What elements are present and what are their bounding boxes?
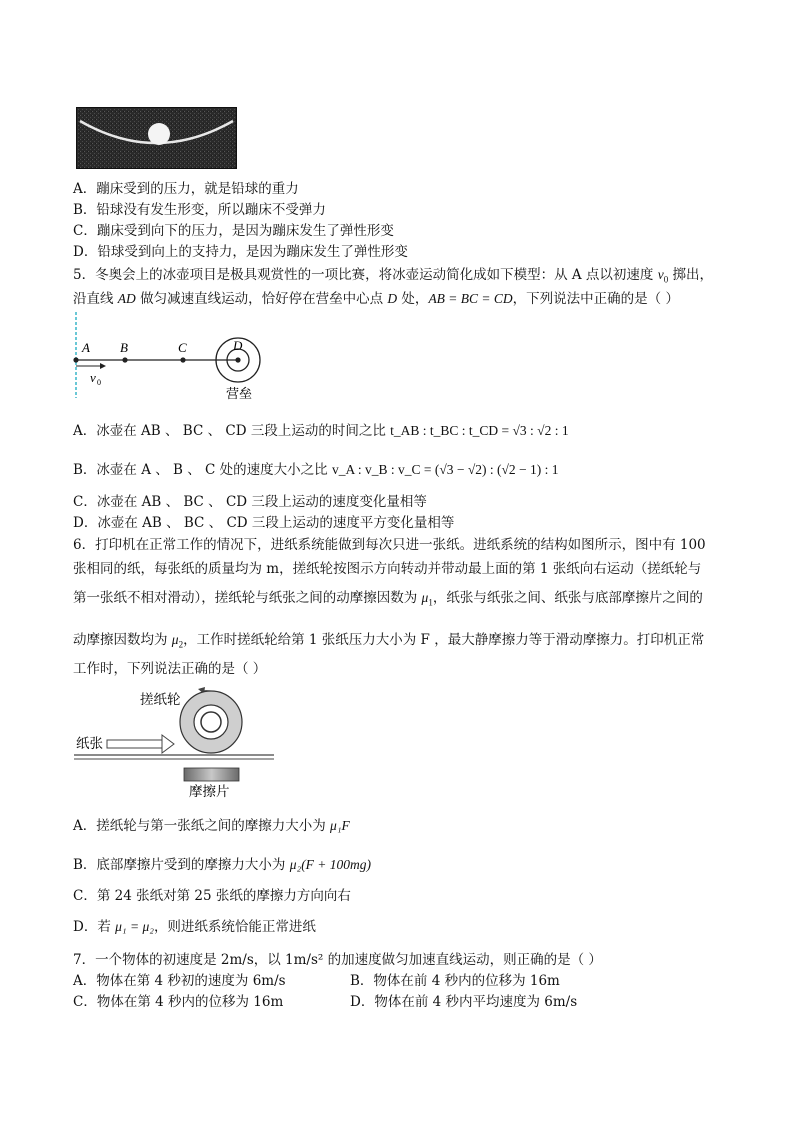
q6-stem-line4: 动摩擦因数均为 $\mu_2$，工作时搓纸轮给第 1 张纸压力大小为 F ，最大静摩擦力等于滑动摩擦力。打印机正常 [73, 632, 705, 650]
label-paper: 纸张 [76, 736, 103, 752]
q6-stem-line2: 张相同的纸，每张纸的质量均为 m，搓纸轮按图示方向转动并带动最上面的第 1 张纸向右运动（搓纸轮与 [73, 561, 702, 577]
q5-option-a: A．冰壶在 AB 、 BC 、 CD 三段上运动的时间之比 t_AB : t_BC : t_CD = √3 : √2 : 1 [73, 423, 569, 439]
q6-option-b: B．底部摩擦片受到的摩擦力大小为 μ₂(F + 100mg) [73, 857, 372, 873]
curling-diagram [66, 310, 276, 402]
q7-option-a: A．物体在第 4 秒初的速度为 6m/s [73, 973, 286, 989]
q5-option-b: B．冰壶在 A 、 B 、 C 处的速度大小之比 v_A : v_B : v_C = (√3 − √2) : (√2 − 1) : 1 [73, 462, 559, 478]
q6-stem-line1: 6．打印机在正常工作的情况下，进纸系统能做到每次只进一张纸。进纸系统的结构如图所示，图中有 100 [73, 537, 706, 553]
q5-option-d: D．冰壶在 AB 、 BC 、 CD 三段上运动的速度平方变化量相等 [73, 515, 455, 531]
printer-roller-diagram [74, 684, 274, 800]
trampoline-photo [76, 107, 237, 169]
q4-option-b: B．铅球没有发生形变，所以蹦床不受弹力 [73, 202, 326, 218]
q6-stem-line3: 第一张纸不相对滑动），搓纸轮与纸张之间的动摩擦因数为 $\mu_1$，纸张与纸张之间、纸张与底部摩擦片之间的 [73, 590, 703, 608]
q6-option-a: A．搓纸轮与第一张纸之间的摩擦力大小为 μ₁F [73, 818, 350, 834]
q7-option-b: B．物体在前 4 秒内的位移为 16m [350, 973, 560, 989]
q4-option-a: A．蹦床受到的压力，就是铅球的重力 [73, 181, 299, 197]
q6-stem-line5: 工作时，下列说法正确的是（ ） [73, 661, 267, 677]
label-roller: 搓纸轮 [140, 692, 181, 708]
label-d: D [233, 338, 243, 353]
q7-stem: 7．一个物体的初速度是 2m/s，以 1m/s² 的加速度做匀加速直线运动，则正确的是（ ） [73, 952, 602, 968]
label-a: A [82, 340, 90, 355]
label-pad: 摩擦片 [189, 784, 230, 800]
label-b: B [120, 340, 128, 355]
q4-option-c: C．蹦床受到向下的压力，是因为蹦床发生了弹性形变 [73, 223, 394, 239]
q5-stem-line2: 沿直线 AD 做匀减速直线运动，恰好停在营垒中心点 D 处，AB = BC = CD，下列说法中正确的是（ ） [73, 291, 679, 307]
label-c: C [178, 340, 187, 355]
label-v0: v [90, 370, 96, 385]
q4-option-d: D．铅球受到向上的支持力，是因为蹦床发生了弹性形变 [73, 244, 408, 260]
q6-option-d: D．若 μ₁ = μ₂，则进纸系统恰能正常进纸 [73, 919, 316, 935]
q5-option-c: C．冰壶在 AB 、 BC 、 CD 三段上运动的速度变化量相等 [73, 494, 427, 510]
label-house: 营垒 [226, 387, 253, 402]
q6-option-c: C．第 24 张纸对第 25 张纸的摩擦力方向向右 [73, 888, 351, 904]
q7-option-c: C．物体在第 4 秒内的位移为 16m [73, 994, 284, 1010]
label-v0-sub: 0 [97, 378, 101, 387]
q5-stem-line1: 5．冬奥会上的冰壶项目是极具观赏性的一项比赛，将冰壶运动简化成如下模型：从 A 点以初速度 $v_0$ 掷出， [73, 267, 714, 285]
q7-option-d: D．物体在前 4 秒内平均速度为 6m/s [350, 994, 578, 1010]
